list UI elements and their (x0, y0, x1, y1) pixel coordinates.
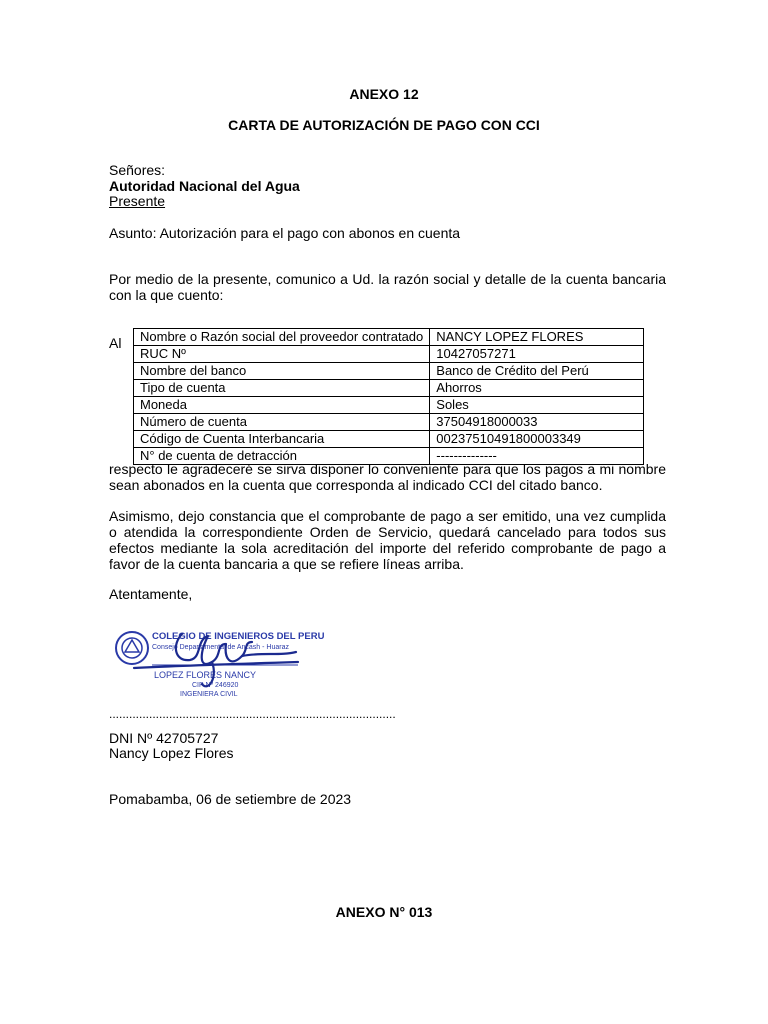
table-row (134, 397, 644, 414)
presente-label: Presente (109, 193, 166, 209)
table-row (134, 346, 644, 363)
stamp-line-2: Consejo Departamental de Ancash - Huaraz (152, 644, 289, 651)
account-field-value: 10427057271 (430, 346, 644, 363)
stamp-line-3: LOPEZ FLORES NANCY (154, 670, 257, 680)
table-row (134, 329, 644, 346)
seal-emblem-icon (116, 632, 148, 664)
addressee-entity: Autoridad Nacional del Agua (109, 178, 300, 194)
subject-line: Asunto: Autorización para el pago con abonos en cuenta (109, 225, 461, 241)
account-field-label: Nombre del banco (134, 363, 430, 380)
stamp-line-4: CIP Nº 246920 (192, 682, 239, 689)
account-field-value: 00237510491800003349 (430, 431, 644, 448)
account-field-label: Tipo de cuenta (134, 380, 430, 397)
signer-dni: DNI Nº 42705727 (109, 730, 219, 746)
footer-annex: ANEXO N° 013 (335, 904, 433, 920)
place-date: Pomabamba, 06 de setiembre de 2023 (109, 791, 352, 807)
table-row (134, 363, 644, 380)
account-table (133, 328, 644, 465)
account-field-label: Número de cuenta (134, 414, 430, 431)
salutation: Señores: (109, 162, 166, 178)
table-row (134, 380, 644, 397)
signature-line: ...................................................................................... (109, 707, 396, 721)
letter-title: CARTA DE AUTORIZACIÓN DE PAGO CON CCI (228, 117, 540, 133)
account-field-label: RUC Nº (134, 346, 430, 363)
signature-stamp (112, 622, 325, 718)
table-row (134, 431, 644, 448)
intro-paragraph: Por medio de la presente, comunico a Ud. la razón social y detalle de la cuenta bancaria con la que cuento: (109, 271, 666, 303)
account-field-value: 37504918000033 (430, 414, 644, 431)
after-table-paragraph: respecto le agradeceré se sirva disponer lo conveniente para que los pagos a mi nombre sean abonados en la cuenta que corresponda al indicado CCI del citado banco. (109, 461, 666, 493)
stamp-line-5: INGENIERA CIVIL (180, 691, 238, 698)
account-field-value: -------------- (430, 448, 644, 465)
account-field-value: Banco de Crédito del Perú (430, 363, 644, 380)
account-field-label: Nombre o Razón social del proveedor contratado (134, 329, 430, 346)
table-row (134, 414, 644, 431)
account-field-label: Moneda (134, 397, 430, 414)
al-label: Al (109, 335, 122, 351)
account-field-label: N° de cuenta de detracción (134, 448, 430, 465)
account-field-value: Soles (430, 397, 644, 414)
stamp-line-1: COLEGIO DE INGENIEROS DEL PERU (152, 631, 325, 642)
account-field-label: Código de Cuenta Interbancaria (134, 431, 430, 448)
closing: Atentamente, (109, 586, 193, 602)
second-paragraph: Asimismo, dejo constancia que el comprobante de pago a ser emitido, una vez cumplida o atendida la correspondiente Orden de Servicio, quedará cancelado para todos sus efectos mediante la sola acreditación del importe del referido comprobante de pago a favor de la cuenta bancaria a que se refiere líneas arriba. (109, 508, 666, 572)
account-field-value: NANCY LOPEZ FLORES (430, 329, 644, 346)
signer-name: Nancy Lopez Flores (109, 745, 234, 761)
account-field-value: Ahorros (430, 380, 644, 397)
annex-number: ANEXO 12 (349, 86, 419, 102)
